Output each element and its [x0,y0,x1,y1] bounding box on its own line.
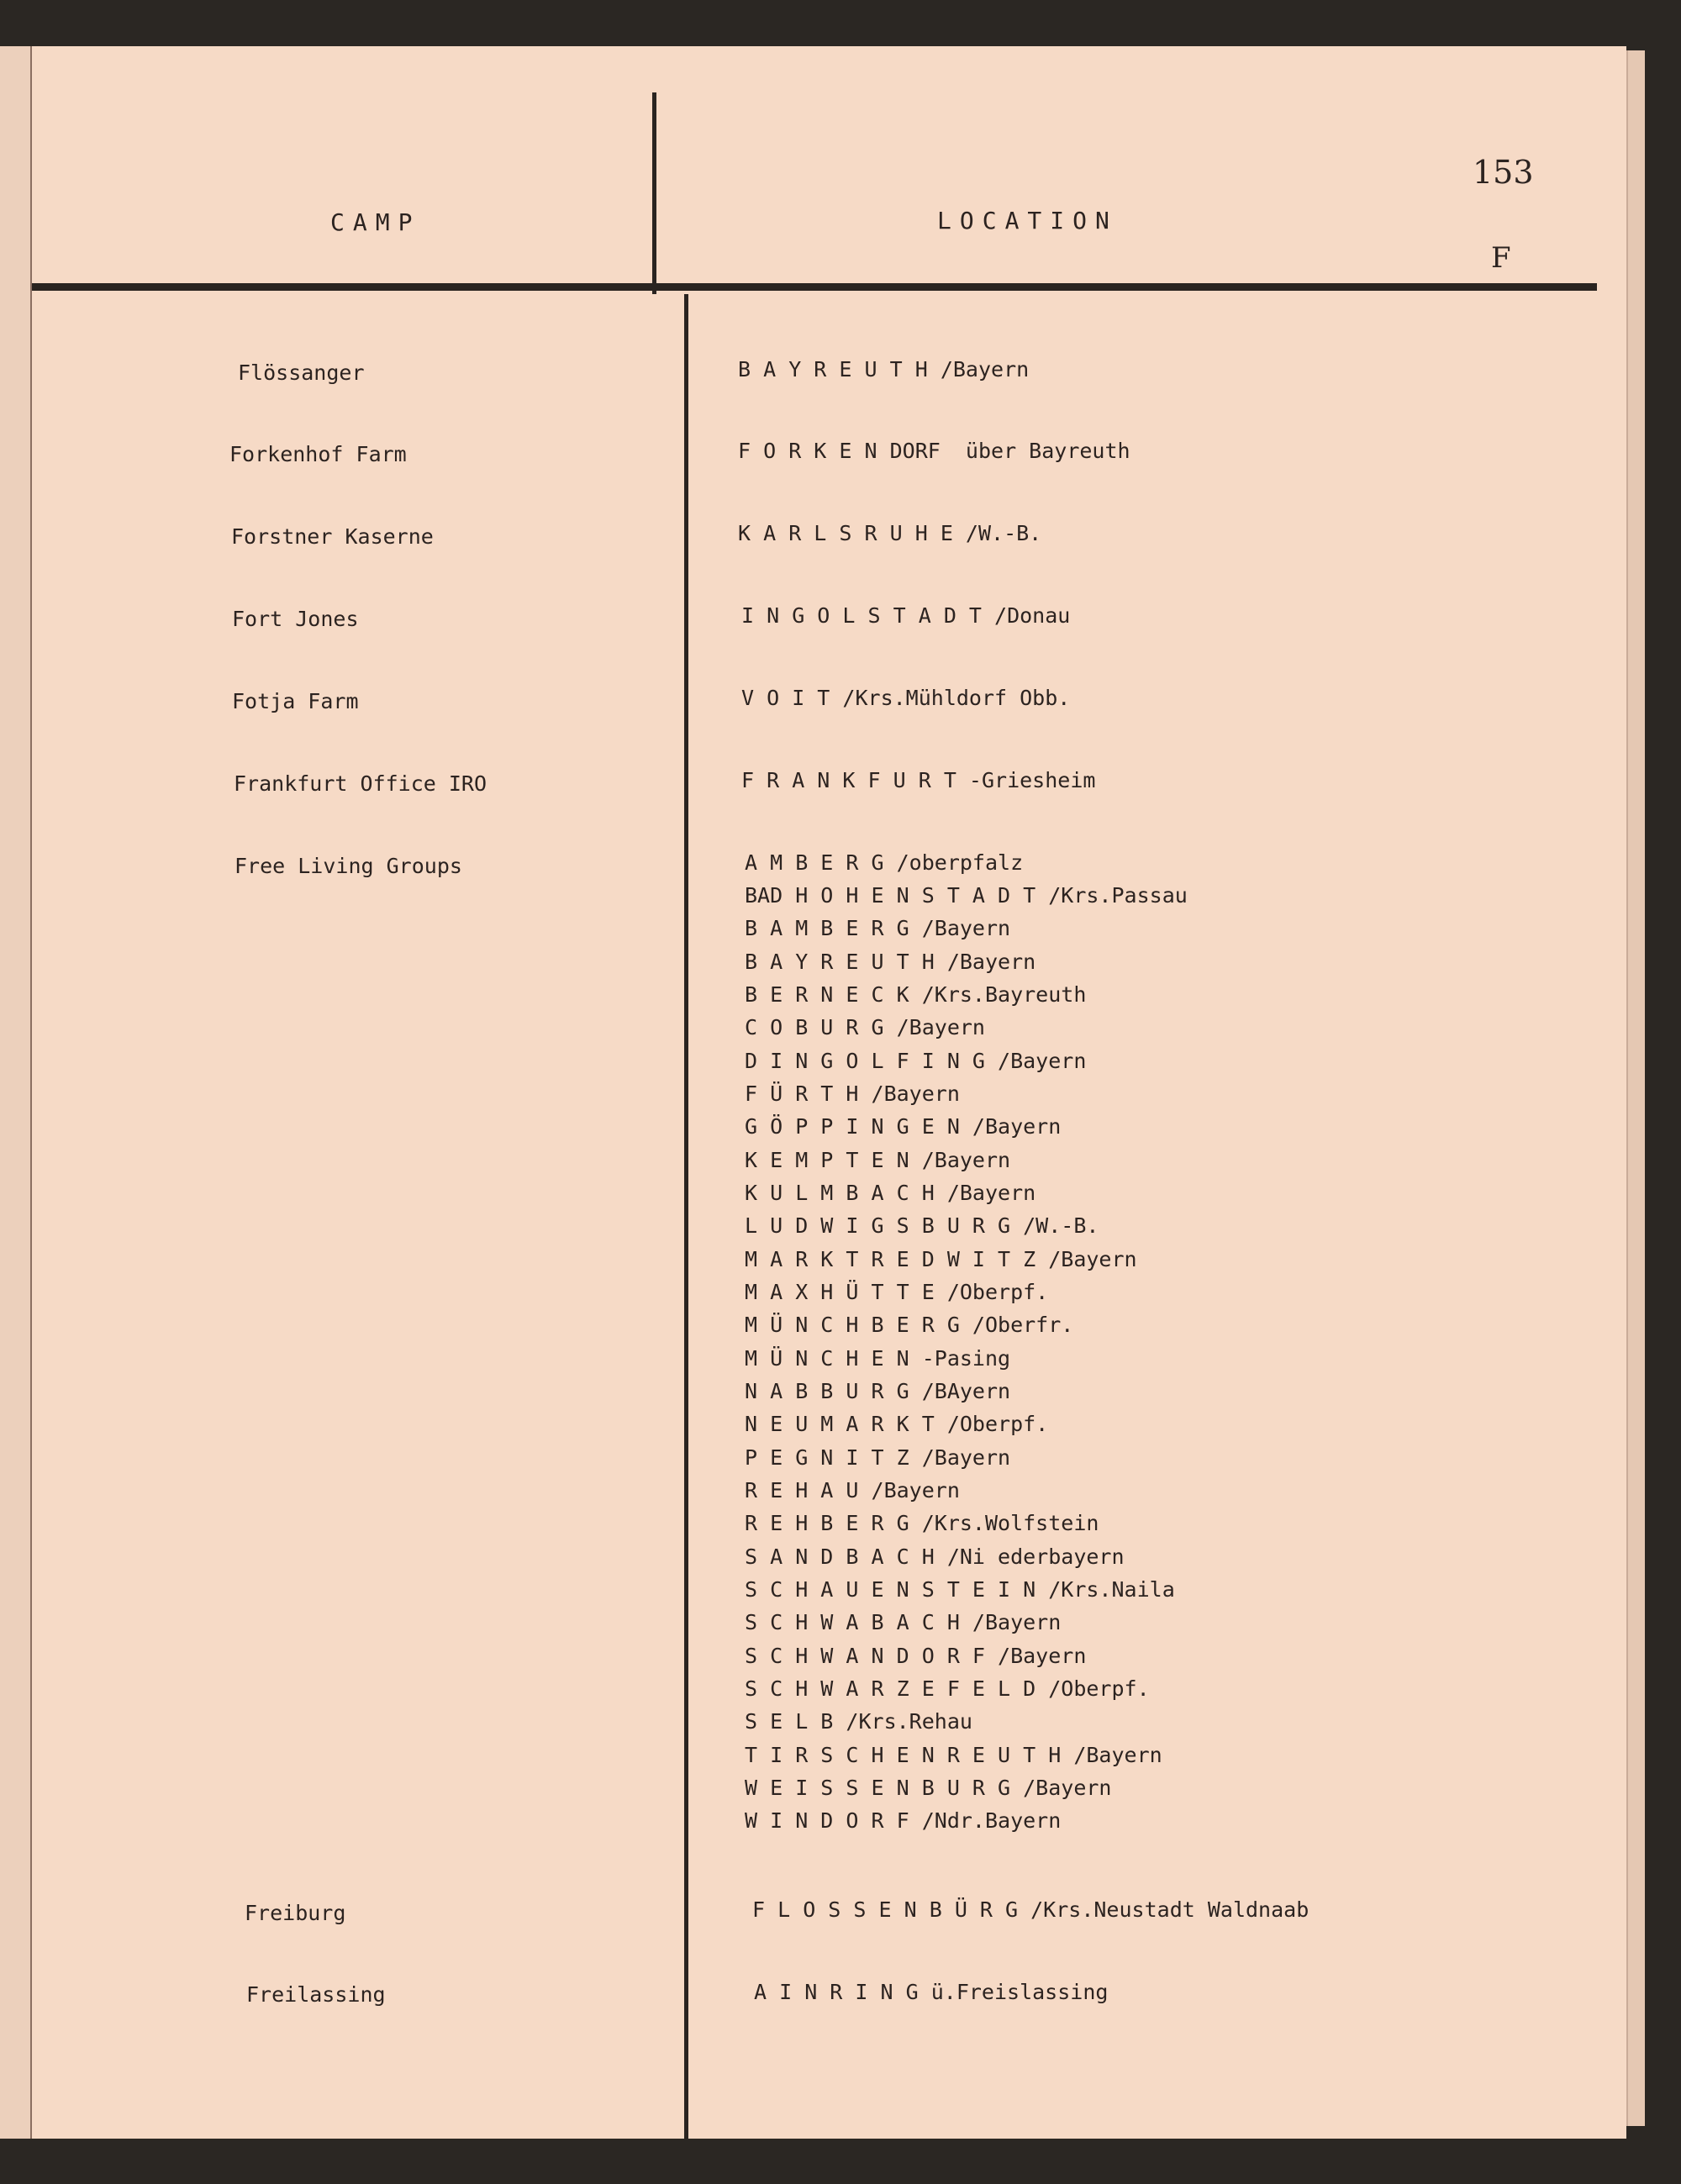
location-entry: B A Y R E U T H /Bayern [738,357,1030,382]
camp-name: Forstner Kaserne [231,524,434,549]
location-entry: M Ü N C H E N -Pasing [745,1346,1011,1371]
location-entry: V O I T /Krs.Mühldorf Obb. [741,686,1071,710]
location-entry: D I N G O L F I N G /Bayern [745,1049,1087,1073]
location-entry: K A R L S R U H E /W.-B. [738,521,1042,545]
location-entry: S C H W A N D O R F /Bayern [745,1644,1087,1668]
column-divider-bottom [684,294,688,2139]
location-entry: I N G O L S T A D T /Donau [741,603,1071,628]
camp-name: Frankfurt Office IRO [234,771,487,796]
location-entry: M Ü N C H B E R G /Oberfr. [745,1313,1074,1337]
location-entry: A M B E R G /oberpfalz [745,850,1024,875]
location-entry: W I N D O R F /Ndr.Bayern [745,1808,1062,1833]
camp-name: Forkenhof Farm [229,442,407,466]
camp-name: Free Living Groups [234,854,462,878]
location-entry: B E R N E C K /Krs.Bayreuth [745,982,1087,1007]
location-entry: F O R K E N DORF über Bayreuth [738,439,1130,463]
location-entry: G Ö P P I N G E N /Bayern [745,1114,1062,1139]
camp-name: Freilassing [246,1982,386,2007]
location-entry: R E H A U /Bayern [745,1478,960,1502]
location-entry: F R A N K F U R T -Griesheim [741,768,1096,792]
location-entry: L U D W I G S B U R G /W.-B. [745,1213,1099,1238]
location-entry: A I N R I N G ü.Freislassing [754,1980,1109,2004]
column-divider-top [652,92,656,294]
location-entry: S C H W A R Z E F E L D /Oberpf. [745,1676,1150,1701]
location-entry: P E G N I T Z /Bayern [745,1445,1011,1470]
page-left-edge [0,46,32,2139]
location-entry: M A R K T R E D W I T Z /Bayern [745,1247,1137,1271]
camp-column-header: CAMP [330,208,421,236]
location-entry: W E I S S E N B U R G /Bayern [745,1776,1112,1800]
camp-name: Fotja Farm [232,689,359,713]
page-number: 153 [1473,154,1534,191]
location-entry: N E U M A R K T /Oberpf. [745,1412,1049,1436]
location-entry: K U L M B A C H /Bayern [745,1181,1036,1205]
location-entry: S C H A U E N S T E I N /Krs.Naila [745,1577,1175,1602]
location-entry: N A B B U R G /BAyern [745,1379,1011,1403]
camp-name: Fort Jones [232,607,359,631]
binding-crease [30,46,32,2139]
location-entry: R E H B E R G /Krs.Wolfstein [745,1511,1099,1535]
page-right-edge [1626,50,1645,2126]
location-entry: B A Y R E U T H /Bayern [745,950,1036,974]
location-entry: S A N D B A C H /Ni ederbayern [745,1545,1125,1569]
location-entry: C O B U R G /Bayern [745,1015,985,1039]
section-letter: F [1491,241,1511,275]
header-rule [32,283,1597,291]
location-column-header: LOCATION [937,207,1118,234]
location-entry: S C H W A B A C H /Bayern [745,1610,1062,1634]
location-entry: S E L B /Krs.Rehau [745,1709,972,1734]
location-entry: F L O S S E N B Ü R G /Krs.Neustadt Waldnaab [752,1897,1309,1922]
location-entry: T I R S C H E N R E U T H /Bayern [745,1743,1162,1767]
location-entry: F Ü R T H /Bayern [745,1081,960,1106]
camp-name: Freiburg [245,1901,346,1925]
location-entry: B A M B E R G /Bayern [745,916,1011,940]
camp-name: Flössanger [238,360,365,385]
location-entry: M A X H Ü T T E /Oberpf. [745,1280,1049,1304]
location-entry: K E M P T E N /Bayern [745,1148,1011,1172]
location-entry: BAD H O H E N S T A D T /Krs.Passau [745,883,1188,908]
